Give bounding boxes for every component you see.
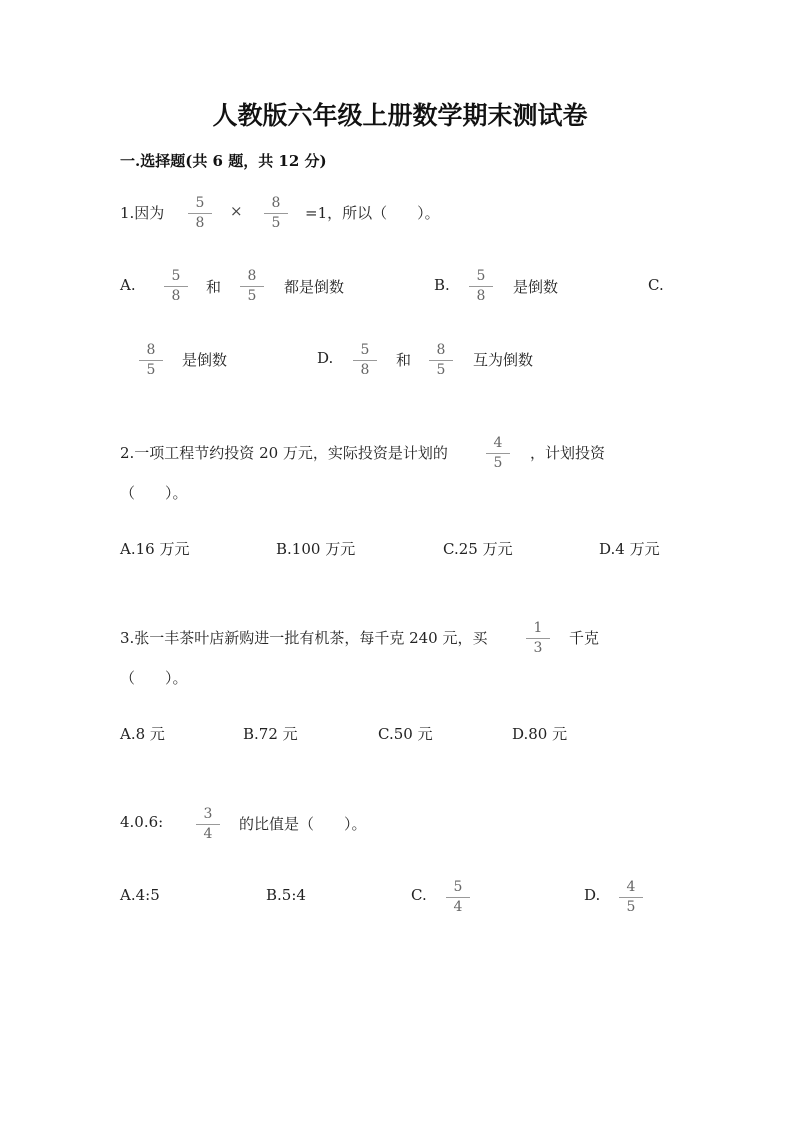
q1-option-c-label[interactable]: C. bbox=[648, 276, 664, 294]
q3-blank: （ ）。 bbox=[120, 669, 188, 687]
q4-text: 4.0.6: bbox=[120, 813, 164, 831]
q1-option-a-fraction-1-den: 8 bbox=[171, 288, 181, 304]
q4-fraction-den: 4 bbox=[203, 826, 213, 842]
q3-option-b[interactable]: B.72 元 bbox=[243, 725, 298, 743]
q1-fraction-b-num: 8 bbox=[264, 195, 288, 214]
q1-option-a-fraction-2 bbox=[240, 268, 264, 305]
q3-fraction-den: 3 bbox=[533, 640, 543, 656]
q1-option-a-fraction-1 bbox=[164, 268, 188, 305]
q1-option-b-fraction-num: 5 bbox=[469, 268, 493, 287]
q1-option-d-fraction-2 bbox=[429, 342, 453, 379]
q3-fraction bbox=[526, 620, 550, 657]
q1-option-a-fraction-2-num: 8 bbox=[240, 268, 264, 287]
q2-option-c[interactable]: C.25 万元 bbox=[443, 540, 513, 558]
q1-option-b-label[interactable]: B. bbox=[434, 276, 450, 294]
q1-option-b-fraction bbox=[469, 268, 493, 305]
q4-option-d-fraction-den: 5 bbox=[626, 899, 636, 915]
q2-fraction bbox=[486, 435, 510, 472]
q1-option-a-label[interactable]: A. bbox=[120, 276, 136, 294]
q4-option-b[interactable]: B.5:4 bbox=[266, 886, 306, 904]
q4-option-c-fraction-num: 5 bbox=[446, 879, 470, 898]
q4-option-d-fraction bbox=[619, 879, 643, 916]
times-sign: × bbox=[230, 202, 243, 220]
q1-option-d-fraction-1 bbox=[353, 342, 377, 379]
q4-fraction-num: 3 bbox=[196, 806, 220, 825]
q2-fraction-num: 4 bbox=[486, 435, 510, 454]
q2-option-a[interactable]: A.16 万元 bbox=[120, 540, 190, 558]
q1-option-c-fraction-den: 5 bbox=[146, 362, 156, 378]
q1-option-c-fraction bbox=[139, 342, 163, 379]
q1-option-b-fraction-den: 8 bbox=[476, 288, 486, 304]
q4-option-c-label[interactable]: C. bbox=[411, 886, 427, 904]
q4-fraction bbox=[196, 806, 220, 843]
q2-text: 2.一项工程节约投资 20 万元，实际投资是计划的 bbox=[120, 444, 448, 462]
q2-option-b[interactable]: B.100 万元 bbox=[276, 540, 356, 558]
q3-option-d[interactable]: D.80 元 bbox=[512, 725, 568, 743]
q1-option-d-and: 和 bbox=[396, 351, 412, 369]
q1-number: 1.因为 bbox=[120, 204, 165, 222]
q1-fraction-a-den: 8 bbox=[195, 215, 205, 231]
q4-option-a[interactable]: A.4:5 bbox=[120, 886, 160, 904]
q3-fraction-num: 1 bbox=[526, 620, 550, 639]
q1-tail: =1，所以（ ）。 bbox=[305, 204, 440, 222]
q1-fraction-b-den: 5 bbox=[271, 215, 281, 231]
q1-option-a-text: 都是倒数 bbox=[284, 278, 345, 296]
q1-option-d-fraction-2-den: 5 bbox=[436, 362, 446, 378]
q4-option-d-label[interactable]: D. bbox=[584, 886, 601, 904]
q1-option-a-fraction-1-num: 5 bbox=[164, 268, 188, 287]
q2-option-d[interactable]: D.4 万元 bbox=[599, 540, 660, 558]
q3-option-a[interactable]: A.8 元 bbox=[120, 725, 165, 743]
q1-fraction-b bbox=[264, 195, 288, 232]
q1-option-b-text: 是倒数 bbox=[513, 278, 559, 296]
q1-option-c-fraction-num: 8 bbox=[139, 342, 163, 361]
q2-tail: ，计划投资 bbox=[530, 444, 606, 462]
q1-fraction-a bbox=[188, 195, 212, 232]
q1-option-d-fraction-1-num: 5 bbox=[353, 342, 377, 361]
q3-option-c[interactable]: C.50 元 bbox=[378, 725, 433, 743]
q1-option-a-and: 和 bbox=[206, 278, 222, 296]
q1-fraction-a-num: 5 bbox=[188, 195, 212, 214]
q4-option-c-fraction bbox=[446, 879, 470, 916]
section-heading: 一.选择题(共 6 题，共 12 分) bbox=[120, 152, 327, 170]
q2-blank: （ ）。 bbox=[120, 484, 188, 502]
q1-option-a-fraction-2-den: 5 bbox=[247, 288, 257, 304]
q3-text: 3.张一丰茶叶店新购进一批有机茶，每千克 240 元，买 bbox=[120, 629, 488, 647]
q4-tail: 的比值是（ ）。 bbox=[239, 815, 367, 833]
q1-option-d-fraction-2-num: 8 bbox=[429, 342, 453, 361]
q4-option-d-fraction-num: 4 bbox=[619, 879, 643, 898]
q1-option-d-text: 互为倒数 bbox=[473, 351, 534, 369]
q4-option-c-fraction-den: 4 bbox=[453, 899, 463, 915]
q1-option-d-label[interactable]: D. bbox=[317, 349, 334, 367]
q2-fraction-den: 5 bbox=[493, 455, 503, 471]
page-title: 人教版六年级上册数学期末测试卷 bbox=[212, 101, 588, 130]
q3-tail: 千克 bbox=[569, 629, 600, 647]
q1-option-c-text: 是倒数 bbox=[182, 351, 228, 369]
q1-option-d-fraction-1-den: 8 bbox=[360, 362, 370, 378]
